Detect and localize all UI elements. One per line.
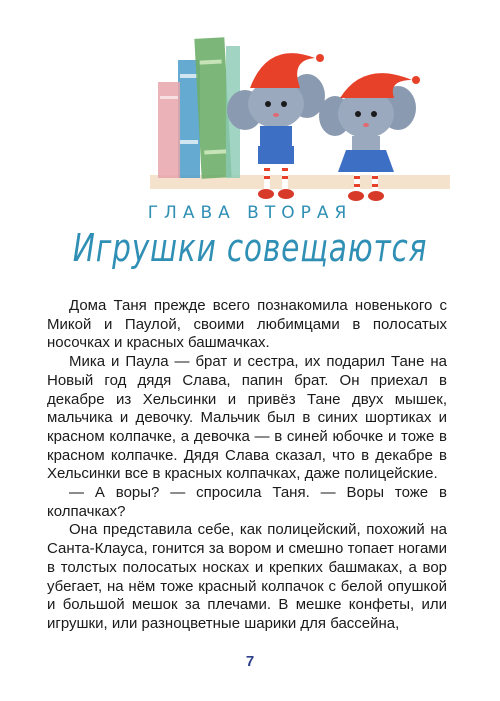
- paragraph: Мика и Паула — брат и сестра, их подарил Тане на Новый год дядя Слава, папин брат. Он приехал в декабре из Хельсинки и привёз Тане двух мышек, мальчика и девочку. Мальчик был в синих шортиках и красном колпачке, а девочка — в синей юбочке и тоже в красном колпачке. Дядя Слава сказал, что в декабре в Хельсинки все в красных колпачках, даже полицейские.: [47, 353, 447, 483]
- paragraph: Дома Таня прежде всего познакомила новенького с Микой и Паулой, своими любимцами в полосатых носочках и красных башмачках.: [47, 297, 447, 352]
- chapter-title: Игрушки совещаются: [72, 226, 428, 270]
- body-text: [47, 297, 447, 634]
- chapter-label: ГЛАВА ВТОРАЯ: [147, 203, 353, 223]
- page-number: 7: [245, 653, 255, 670]
- mice-on-shelf-illustration: [150, 0, 450, 215]
- paragraph: Она представила себе, как полицейский, похожий на Санта-Клауса, гонится за вором и смешно топает ногами в толстых полосатых носках и крепких башмаках, а вор убегает, на нём тоже красный колпачок с белой опушкой и большой мешок за плечами. В мешке конфеты, или игрушки, или разноцветные шарики для бассейна,: [47, 521, 447, 632]
- paragraph: — А воры? — спросила Таня. — Воры тоже в колпачках?: [47, 484, 447, 520]
